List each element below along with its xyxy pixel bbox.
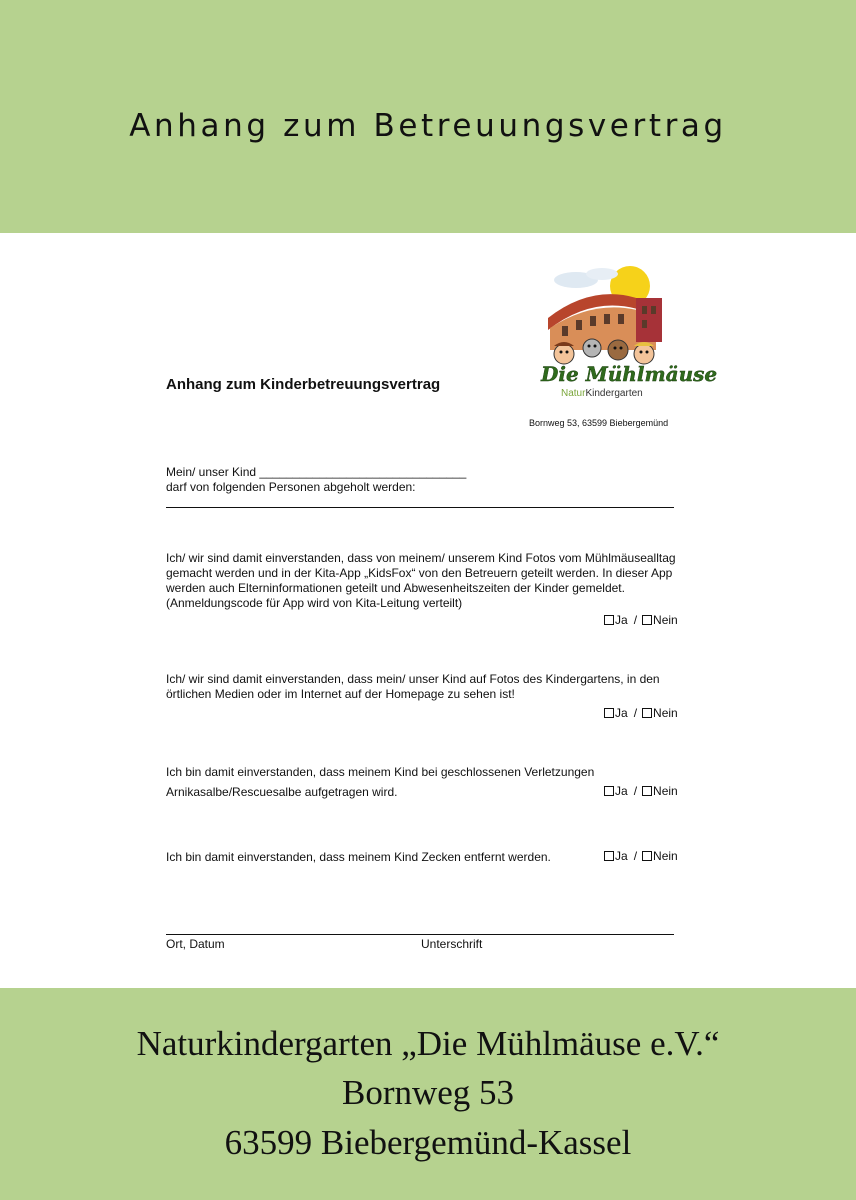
logo-subtitle-natur: Natur (561, 388, 586, 399)
consent-line: (Anmeldungscode für App wird von Kita-Leitung verteilt) (166, 596, 463, 610)
option-separator: / (633, 613, 638, 627)
consent-ointment-options (604, 784, 678, 798)
option-separator: / (633, 849, 638, 863)
signature-label: Unterschrift (421, 937, 483, 951)
child-line (166, 465, 466, 480)
consent-app-text (166, 551, 706, 611)
pickup-text: darf von folgenden Personen abgeholt werden: (166, 480, 416, 494)
consent-photos-options (604, 706, 678, 720)
consent-line: Ich/ wir sind damit einverstanden, dass mein/ unser Kind auf Fotos des Kindergartens, in den (166, 672, 660, 686)
consent-ticks-text: Ich bin damit einverstanden, dass meinem Kind Zecken entfernt werden. (166, 850, 551, 864)
logo-subtitle-rest: Kindergarten (585, 388, 643, 399)
footer-city: 63599 Biebergemünd-Kassel (224, 1123, 632, 1162)
pickup-persons-line[interactable] (166, 507, 674, 508)
consent-line: örtlichen Medien oder im Internet auf der Homepage zu sehen ist! (166, 687, 515, 701)
signature-line[interactable] (166, 934, 674, 935)
yes-label: Ja (615, 849, 628, 863)
option-separator: / (633, 706, 638, 720)
yes-checkbox[interactable] (604, 708, 614, 718)
no-checkbox[interactable] (642, 708, 652, 718)
yes-checkbox[interactable] (604, 786, 614, 796)
no-label: Nein (653, 784, 678, 798)
place-date-label: Ort, Datum (166, 937, 225, 951)
logo-script-text: Die Mühlmäuse (541, 362, 718, 386)
consent-ointment-line2: Arnikasalbe/Rescuesalbe aufgetragen wird. (166, 785, 398, 799)
yes-label: Ja (615, 784, 628, 798)
child-name-blank[interactable]: _______________________________ (259, 465, 467, 479)
consent-line: werden auch Elterninformationen geteilt und Abwesenheitszeiten der Kinder gemeldet. (166, 581, 625, 595)
consent-photos-text (166, 672, 706, 702)
yes-label: Ja (615, 706, 628, 720)
logo-subtitle (561, 388, 643, 399)
consent-ticks-options (604, 849, 678, 863)
yes-checkbox[interactable] (604, 615, 614, 625)
consent-ointment-line1: Ich bin damit einverstanden, dass meinem Kind bei geschlossenen Verletzungen (166, 765, 595, 779)
address: Bornweg 53, 63599 Biebergemünd (529, 418, 669, 428)
consent-app-options (604, 613, 678, 627)
child-label: Mein/ unser Kind (166, 465, 257, 479)
footer-org-name: Naturkindergarten „Die Mühlmäuse e.V.“ (136, 1024, 720, 1063)
consent-line: Ich/ wir sind damit einverstanden, dass von meinem/ unserem Kind Fotos vom Mühlmäusealltag (166, 551, 676, 565)
no-label: Nein (653, 849, 678, 863)
no-checkbox[interactable] (642, 786, 652, 796)
no-checkbox[interactable] (642, 851, 652, 861)
document-title: Anhang zum Kinderbetreuungsvertrag (166, 376, 441, 393)
footer-street: Bornweg 53 (341, 1073, 515, 1112)
no-label: Nein (653, 613, 678, 627)
yes-label: Ja (615, 613, 628, 627)
page-title: Anhang zum Betreuungsvertrag (129, 108, 727, 144)
consent-line: gemacht werden und in der Kita-App „KidsFox“ von den Betreuern geteilt werden. In dieser App (166, 566, 673, 580)
yes-checkbox[interactable] (604, 851, 614, 861)
no-checkbox[interactable] (642, 615, 652, 625)
no-label: Nein (653, 706, 678, 720)
option-separator: / (633, 784, 638, 798)
